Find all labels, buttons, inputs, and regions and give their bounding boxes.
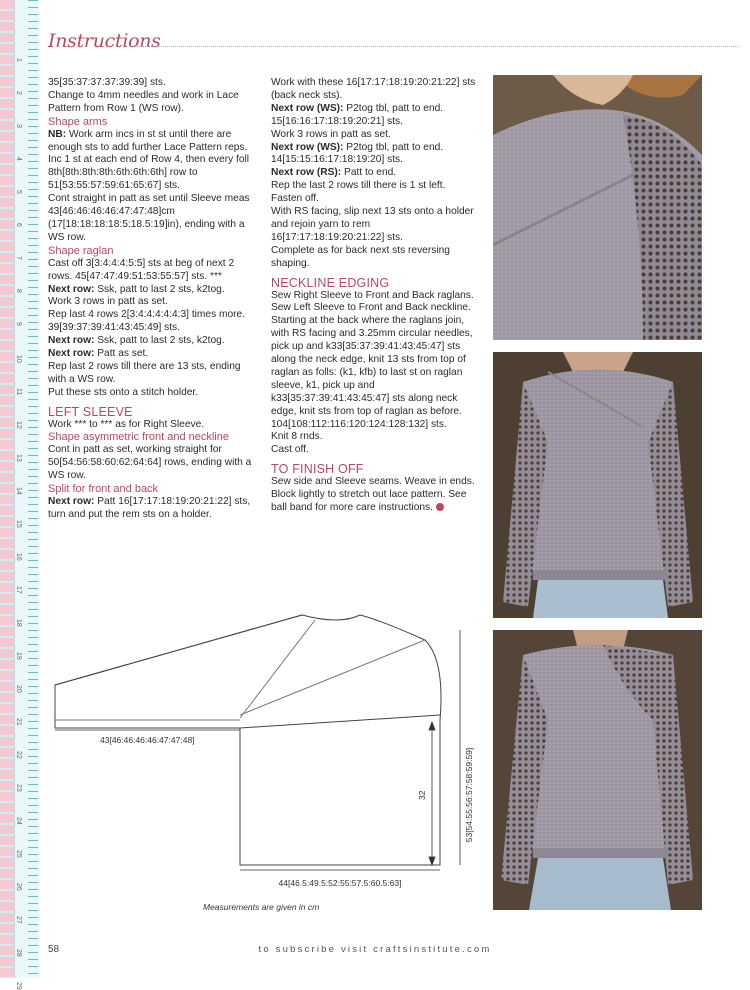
ruler-number: 3	[15, 124, 22, 128]
ruler-number: 13	[15, 454, 22, 462]
instructions-column-1	[48, 77, 260, 522]
ruler-number: 22	[15, 751, 22, 759]
text-line: 14[15:15:16:17:18:19:20] sts.	[271, 154, 403, 166]
text-line: Next row (WS): P2tog tbl, patt to end.	[271, 141, 444, 153]
ruler-number: 16	[15, 553, 22, 561]
text-line: Cont straight in patt as set until Sleeve meas 43[46:46:46:46:47:47:48]cm (17[18:18:18:18:5:18.5:19]in), ending with a WS row.	[48, 193, 250, 243]
ruler-number: 1	[15, 58, 22, 62]
ruler-number: 12	[15, 421, 22, 429]
section-heading: TO FINISH OFF	[271, 462, 364, 477]
text-line: 35[35:37:37:37:39:39] sts.	[48, 77, 166, 88]
ruler-number: 11	[15, 388, 22, 396]
text-line: Next row (WS): P2tog tbl, patt to end.	[271, 102, 444, 114]
ruler-number: 8	[15, 289, 22, 293]
width-label: 44[46.5:49.5:52:55:57.5:60.5:63]	[278, 878, 402, 888]
ruler-number: 4	[15, 157, 22, 161]
ruler-number: 25	[15, 850, 22, 858]
text-line: Cast off.	[271, 444, 309, 456]
diagram-caption: Measurements are given in cm	[203, 902, 320, 912]
section-heading: NECKLINE EDGING	[271, 275, 390, 290]
text-line: Rep last 2 rows till there are 13 sts, ending with a WS row.	[48, 360, 241, 385]
section-heading: Shape raglan	[48, 244, 114, 257]
instructions-column-2	[271, 77, 483, 515]
total-length-label: 53[54:55:56:57:58:59:59]	[464, 747, 474, 843]
ruler-number: 5	[15, 190, 22, 194]
text-line: With RS facing, slip next 13 sts onto a holder and rejoin yarn to rem 16[17:17:18:19:20:21:22] sts.	[271, 206, 474, 243]
ruler-number: 9	[15, 322, 22, 326]
text-line: Complete as for back next sts reversing shaping.	[271, 244, 450, 269]
ruler-number: 7	[15, 256, 22, 260]
text-line: Next row: Ssk, patt to last 2 sts, k2tog.	[48, 283, 225, 295]
end-dot-icon	[436, 503, 444, 511]
text-line: Cast off 3[3:4:4:4:5:5] sts at beg of next 2 rows. 45[47:47:49:51:53:55:57] sts. ***	[48, 257, 235, 282]
text-line: Next row (RS): Patt to end.	[271, 167, 397, 179]
sweater-photo-front	[493, 352, 702, 618]
footer-url: to subscribe visit craftsinstitute.com	[258, 944, 492, 955]
page-title: Instructions	[48, 30, 161, 52]
page-number: 58	[48, 944, 60, 955]
section-heading: Shape asymmetric front and neckline	[48, 431, 229, 444]
text-line: Sew Right Sleeve to Front and Back raglans. Sew Left Sleeve to Front and Back neckline. Starting at the back where the raglans join, with RS facing and 3.25mm circular needles, pick up and k33[35:37:39:41:43:45:47] sts along the neck edge, knit 13 sts from top of raglan as folls: (k1, kfb) to last st on raglan sleeve, k1, pick up and k33[35:37:39:41:43:45:47] sts along neck edge, knit sts from top of raglan as before. 104[108:112:116:120:124:128:132] sts.	[271, 289, 474, 430]
ruler-number: 29	[15, 982, 22, 990]
text-line: Next row: Patt 16[17:17:18:19:20:21:22] sts, turn and put the rem sts on a holder.	[48, 496, 251, 520]
sweater-photo-closeup	[493, 75, 702, 340]
ruler-number: 19	[15, 652, 22, 660]
text-line: Change to 4mm needles and work in Lace Pattern from Row 1 (WS row).	[48, 89, 239, 114]
ruler-number: 6	[15, 223, 22, 227]
ruler-number: 2	[15, 91, 22, 95]
text-line: Work 3 rows in patt as set.	[48, 296, 168, 308]
title-dotted-rule	[135, 46, 738, 47]
ruler-number: 26	[15, 883, 22, 891]
text-line: Next row: Patt as set.	[48, 348, 149, 360]
text-line: Put these sts onto a stitch holder.	[48, 386, 199, 398]
text-line: Fasten off.	[271, 193, 319, 205]
ruler-number: 28	[15, 949, 22, 957]
text-line: Work with these 16[17:17:18:19:20:21:22] sts (back neck sts).	[271, 77, 476, 101]
ruler-number: 10	[15, 355, 22, 363]
section-heading: Shape arms	[48, 115, 108, 128]
text-line: 15[16:16:17:18:19:20:21] sts.	[271, 115, 403, 127]
ruler-number: 21	[15, 718, 22, 726]
text-line: NB: Work arm incs in st st until there are enough sts to add further Lace Pattern reps. Inc 1 st at each end of Row 4, then every foll 8th[8th:8th:8th:6th:6th:6th] row to 51[53:55:57:59:61:65:67] sts.	[48, 128, 250, 192]
text-line: Next row: Ssk, patt to last 2 sts, k2tog.	[48, 335, 225, 347]
section-heading: LEFT SLEEVE	[48, 404, 133, 419]
ruler-number: 15	[15, 520, 22, 528]
ruler-number: 27	[15, 916, 22, 924]
sweater-photo-back	[493, 630, 702, 910]
text-line: Cont in patt as set, working straight for 50[54:56:58:60:62:64:64] rows, ending with a WS row.	[48, 444, 252, 482]
text-line: Sew side and Sleeve seams. Weave in ends. Block lightly to stretch out lace pattern. See ball band for more care instructions.	[271, 476, 475, 513]
text-line: Work *** to *** as for Right Sleeve.	[48, 418, 205, 430]
ruler-number: 23	[15, 784, 22, 792]
ruler-number: 24	[15, 817, 22, 825]
section-heading: Split for front and back	[48, 483, 159, 496]
garment-schematic	[40, 600, 500, 930]
sleeve-length-label: 43[46:46:46:46:47:47:48]	[100, 735, 195, 745]
ruler-number: 18	[15, 619, 22, 627]
text-line: Rep last 4 rows 2[3:4:4:4:4:4:3] times more. 39[39:37:39:41:43:45:49] sts.	[48, 309, 246, 334]
text-line: Work 3 rows in patt as set.	[271, 128, 391, 140]
text-line: Rep the last 2 rows till there is 1 st left.	[271, 180, 446, 192]
body-length-label: 32	[417, 790, 427, 800]
ruler-number: 17	[15, 586, 22, 594]
text-line: Knit 8 rnds.	[271, 431, 323, 443]
ruler-number: 14	[15, 487, 22, 495]
ruler-number: 20	[15, 685, 22, 693]
